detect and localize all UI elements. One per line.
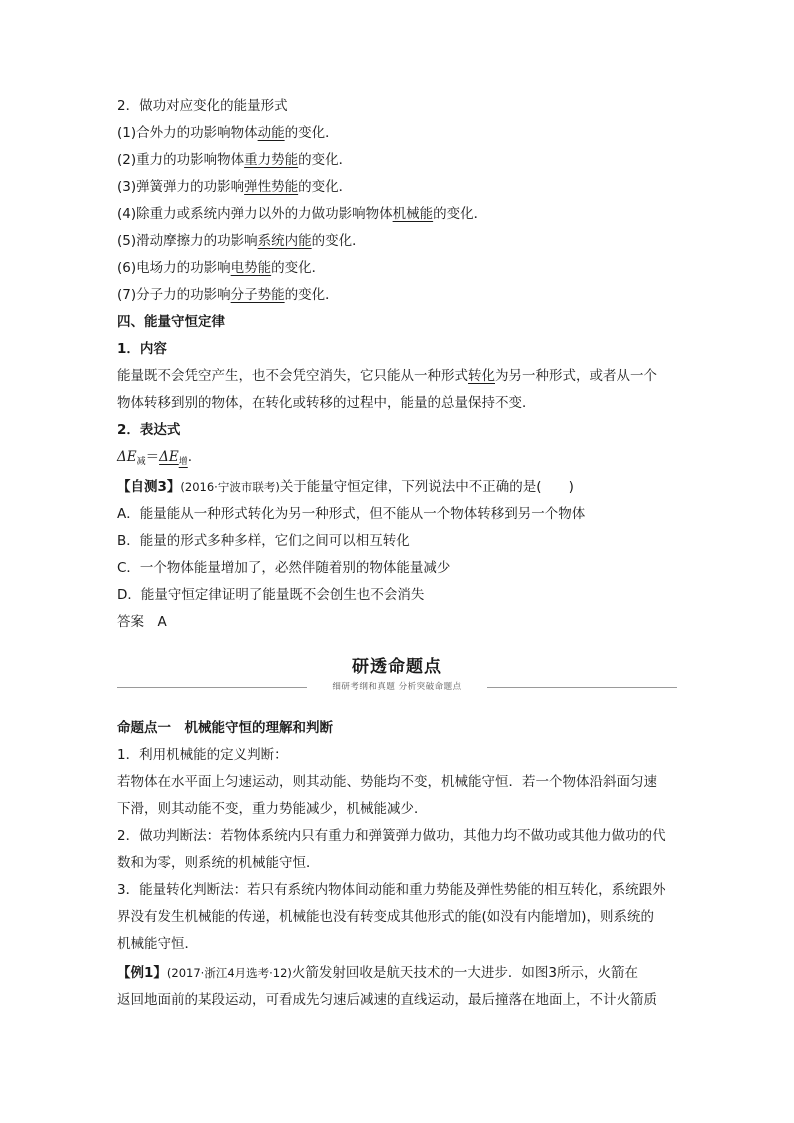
text: 的变化． <box>433 206 488 222</box>
text: ：若物体系统内只有重力和弹簧弹力做功，其他力均不做功或其他力做功的代 <box>206 828 666 844</box>
underlined-answer: 机械能 <box>392 206 434 222</box>
text: ：若只有系统内物体间动能和重力势能及弹性势能的相互转化，系统跟外 <box>233 882 666 898</box>
text: (5)滑动摩擦力的功影响 <box>117 233 258 249</box>
underlined-answer: 系统内能 <box>257 233 312 249</box>
question-source: (2016·宁波市联考) <box>180 480 280 494</box>
text: (1)合外力的功影响物体 <box>117 125 258 141</box>
text: (6)电场力的功影响 <box>117 260 231 276</box>
text: (4)除重力或系统内弹力以外的力做功影响物体 <box>117 206 393 222</box>
section-heading: 四、能量守恒定律 <box>117 314 225 330</box>
example-tag: 【例1】 <box>117 965 167 981</box>
text-line <box>117 231 677 251</box>
subheading: 1．内容 <box>117 341 167 357</box>
text-line: 下滑，则其动能不变，重力势能减少，机械能减少． <box>117 801 428 817</box>
text: 的变化． <box>298 179 353 195</box>
topic-heading: 命题点一 机械能守恒的理解和判断 <box>117 720 333 736</box>
underlined-answer: 弹性势能 <box>244 179 299 195</box>
example-stem <box>117 963 677 983</box>
subscript: 增 <box>178 457 188 467</box>
formula-term: ΔE <box>159 449 179 465</box>
answer: 答案 A <box>117 614 167 630</box>
text-line <box>117 285 677 305</box>
underlined-answer: 动能 <box>257 125 285 141</box>
text-line <box>117 177 677 197</box>
text: (3)弹簧弹力的功影响 <box>117 179 245 195</box>
question-stem <box>117 477 677 497</box>
text-line: 机械能守恒． <box>117 936 198 952</box>
underlined-answer: 重力势能 <box>244 152 299 168</box>
text: 为另一种形式，或者从一个 <box>495 368 657 384</box>
subheading: 2．做功对应变化的能量形式 <box>117 98 288 114</box>
underlined-answer: 分子势能 <box>230 287 285 303</box>
subheading: 2．表达式 <box>117 422 181 438</box>
text: 的变化． <box>298 152 353 168</box>
option-b: B．能量的形式多种多样，它们之间可以相互转化 <box>117 533 410 549</box>
formula <box>117 447 677 472</box>
underlined-answer: 电势能 <box>230 260 272 276</box>
formula-term: ΔE <box>117 449 137 465</box>
section-title: 研透命题点 <box>352 657 442 677</box>
text: 能量既不会凭空产生，也不会凭空消失，它只能从一种形式 <box>117 368 468 384</box>
text-line <box>117 880 677 900</box>
subscript: 减 <box>136 457 146 467</box>
equals-sign: ＝ <box>145 449 160 465</box>
section-subtitle: 细研考纲和真题 分析突破命题点 <box>332 682 462 692</box>
text: 火箭发射回收是航天技术的一大进步．如图3所示，火箭在 <box>291 965 639 981</box>
text-line: 数和为零，则系统的机械能守恒． <box>117 855 320 871</box>
text-line: 若物体在水平面上匀速运动，则其动能、势能均不变，机械能守恒．若一个物体沿斜面匀速 <box>117 774 657 790</box>
underlined-answer: 转化 <box>468 368 495 384</box>
text: (2)重力的功影响物体 <box>117 152 245 168</box>
text-line <box>117 123 677 143</box>
text-line <box>117 204 677 224</box>
option-c: C．一个物体能量增加了，必然伴随着别的物体能量减少 <box>117 560 451 576</box>
text-line <box>117 150 677 170</box>
question-tag: 【自测3】 <box>117 479 181 495</box>
option-a: A．能量能从一种形式转化为另一种形式，但不能从一个物体转移到另一个物体 <box>117 506 586 522</box>
text-line <box>117 826 677 846</box>
text: 关于能量守恒定律，下列说法中不正确的是( ) <box>279 479 574 495</box>
option-d: D．能量守恒定律证明了能量既不会创生也不会消失 <box>117 587 425 603</box>
text: 的变化． <box>284 287 339 303</box>
text-line <box>117 366 677 386</box>
text: 3．能量转化判断法 <box>117 882 234 898</box>
text-line: 返回地面前的某段运动，可看成先匀速后减速的直线运动，最后撞落在地面上，不计火箭质 <box>117 992 657 1008</box>
section-banner <box>117 652 677 696</box>
text: 的变化． <box>284 125 339 141</box>
text-line: 界没有发生机械能的传递，机械能也没有转变成其他形式的能(如没有内能增加)，则系统的 <box>117 909 655 925</box>
text: 的变化． <box>271 260 326 276</box>
text-line <box>117 258 677 278</box>
text: 2．做功判断法 <box>117 828 207 844</box>
divider-right <box>487 687 677 688</box>
text-line: 1．利用机械能的定义判断： <box>117 747 288 763</box>
example-source: (2017·浙江4月选考·12) <box>166 966 292 980</box>
text-line <box>117 96 677 116</box>
text: (7)分子力的功影响 <box>117 287 231 303</box>
text: . <box>187 449 193 465</box>
text-line: 物体转移到别的物体，在转化或转移的过程中，能量的总量保持不变． <box>117 395 536 411</box>
text: 的变化． <box>311 233 366 249</box>
